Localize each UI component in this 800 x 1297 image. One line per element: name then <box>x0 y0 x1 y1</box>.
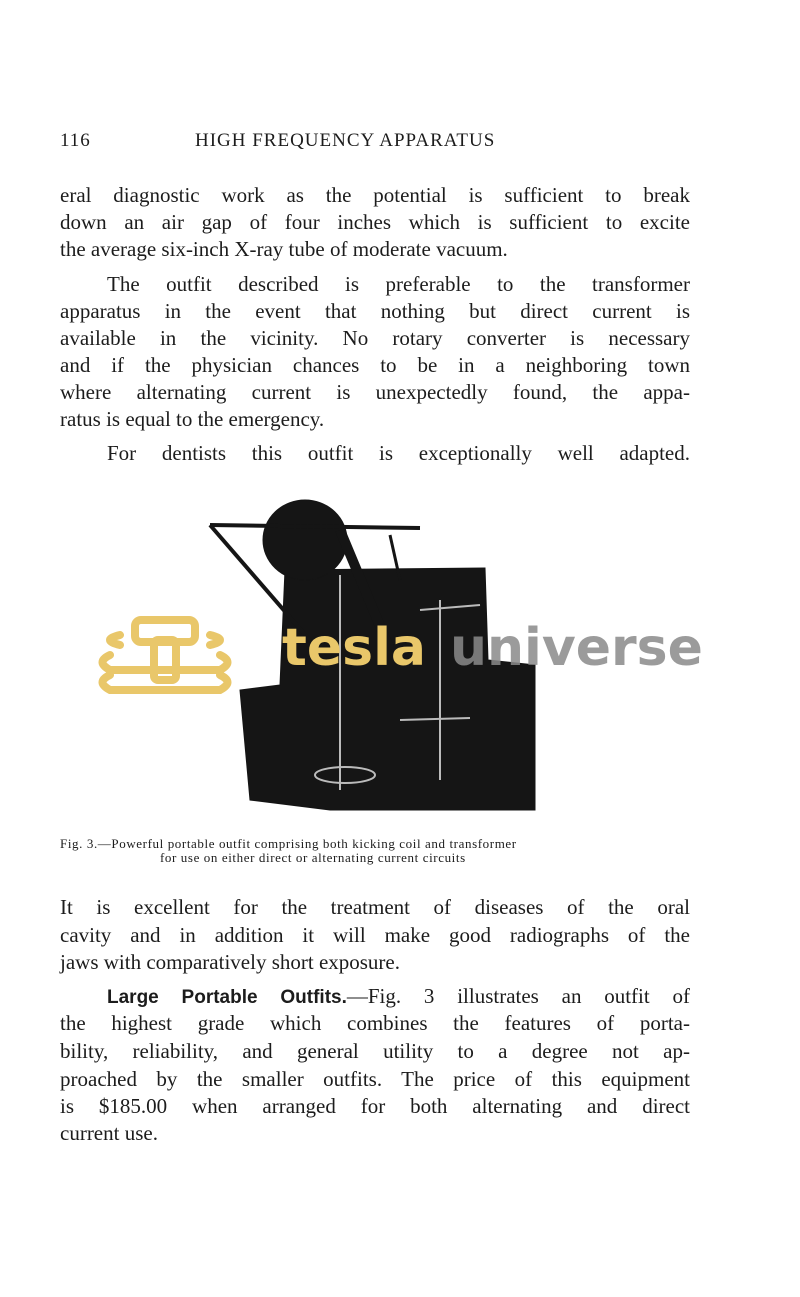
text-line: bility, reliability, and general utility to a degree not ap- <box>60 1039 690 1063</box>
text-line: available in the vicinity. No rotary converter is necessary <box>60 326 690 350</box>
running-title: HIGH FREQUENCY APPARATUS <box>195 130 496 151</box>
text-line: eral diagnostic work as the potential is sufficient to break <box>60 183 690 207</box>
text-line: apparatus in the event that nothing but direct current is <box>60 299 690 323</box>
text-line: It is excellent for the treatment of diseases of the oral <box>60 895 690 919</box>
text-line: cavity and in addition it will make good radiographs of the <box>60 923 690 947</box>
text-line: The outfit described is preferable to the transformer <box>107 272 690 296</box>
section-heading: Large Portable Outfits. <box>107 987 347 1008</box>
page-number: 116 <box>60 130 91 151</box>
text-line: ratus is equal to the emergency. <box>60 407 325 431</box>
figure-caption: for use on either direct or alternating current circuits <box>160 850 466 865</box>
text-line: the average six-inch X-ray tube of moderate vacuum. <box>60 237 508 261</box>
text-line: is $185.00 when arranged for both alternating and direct <box>60 1094 690 1118</box>
text-line: where alternating current is unexpectedly found, the appa- <box>60 380 690 404</box>
text-line: proached by the smaller outfits. The price of this equipment <box>60 1067 690 1091</box>
text-line: jaws with comparatively short exposure. <box>60 950 400 974</box>
figure-apparatus-image <box>90 490 720 830</box>
text-line: Large Portable Outfits.—Fig. 3 illustrates an outfit of <box>107 984 690 1008</box>
text-line: For dentists this outfit is exceptionally well adapted. <box>107 441 690 465</box>
svg-text:universe: universe <box>450 618 703 678</box>
svg-text:tesla: tesla <box>282 618 426 678</box>
text-line: the highest grade which combines the features of porta- <box>60 1011 690 1035</box>
text-line: current use. <box>60 1121 158 1145</box>
figure-caption: Fig. 3.—Powerful portable outfit comprising both kicking coil and transformer <box>60 836 517 851</box>
text-line: down an air gap of four inches which is sufficient to excite <box>60 210 690 234</box>
text-line: and if the physician chances to be in a neighboring town <box>60 353 690 377</box>
